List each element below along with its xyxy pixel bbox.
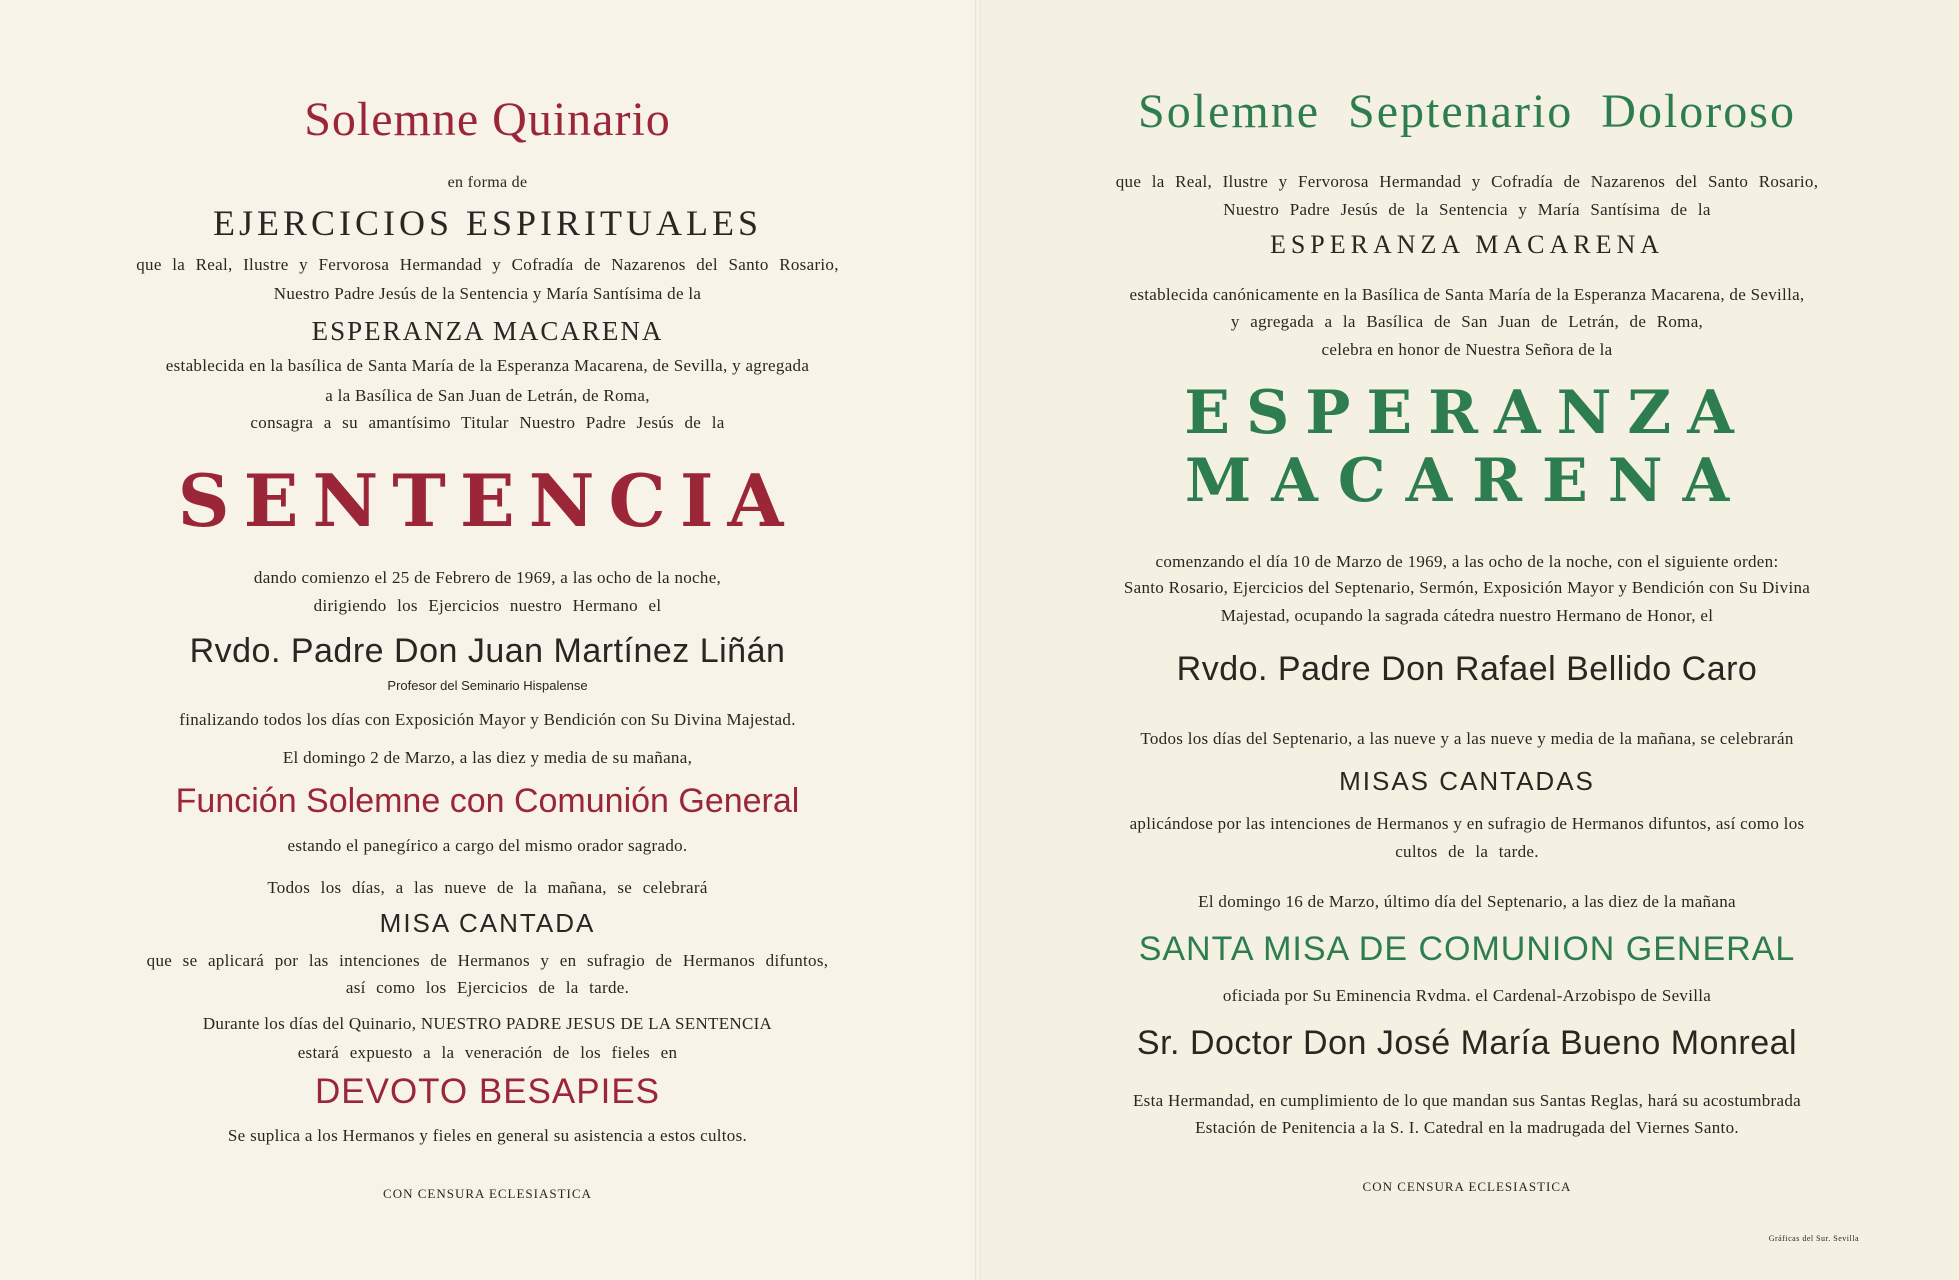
right-line-14: El domingo 16 de Marzo, último día del Septenario, a las diez de la mañana [1198, 892, 1736, 911]
right-line-17: Estación de Penitencia a la S. I. Catedral en la madrugada del Viernes Santo. [1195, 1118, 1739, 1137]
right-line-13: cultos de la tarde. [1395, 842, 1539, 861]
right-line-9: Majestad, ocupando la sagrada cátedra nuestro Hermano de Honor, el [1220, 606, 1714, 625]
left-footer-censura: CON CENSURA ECLESIASTICA [383, 1186, 592, 1201]
right-big-esperanza: ESPERANZA [1184, 378, 1750, 448]
left-line-4: Nuestro Padre Jesús de la Sentencia y María Santísima de la [273, 284, 702, 303]
left-misa-heading: MISA CANTADA [379, 908, 596, 938]
right-line-1: que la Real, Ilustre y Fervorosa Hermandad y Cofradía de Nazarenos del Santo Rosario, [1115, 172, 1819, 191]
right-line-8: Santo Rosario, Ejercicios del Septenario, Sermón, Exposición Mayor y Bendición con Su Divina [1123, 578, 1811, 597]
left-line-13: estando el panegírico a cargo del mismo orador sagrado. [287, 836, 688, 855]
left-line-17: así como los Ejercicios de la tarde. [345, 978, 630, 997]
left-sentencia-title: SENTENCIA [177, 458, 798, 543]
left-besapies-heading: DEVOTO BESAPIES [314, 1072, 661, 1111]
right-line-5: y agregada a la Basílica de San Juan de Letrán, de Roma, [1230, 312, 1704, 331]
left-line-8: consagra a su amantísimo Titular Nuestro Padre Jesús de la [250, 413, 725, 432]
left-line-14: Todos los días, a las nueve de la mañana, se celebrará [267, 878, 708, 897]
left-line-3: que la Real, Ilustre y Fervorosa Hermandad y Cofradía de Nazarenos del Santo Rosario, [136, 255, 839, 274]
left-title: Solemne Quinario [304, 93, 671, 146]
right-line-7: comenzando el día 10 de Marzo de 1969, a las ocho de la noche, con el siguiente orden: [1155, 552, 1779, 571]
right-footer-censura: CON CENSURA ECLESIASTICA [1362, 1179, 1572, 1194]
right-mass-heading: SANTA MISA DE COMUNION GENERAL [1138, 930, 1796, 968]
right-big-macarena: MACARENA [1184, 446, 1750, 516]
left-line-16: que se aplicará por las intenciones de Hermanos y en sufragio de Hermanos difuntos, [146, 951, 829, 970]
left-line-20: Se suplica a los Hermanos y fieles en general su asistencia a estos cultos. [227, 1126, 748, 1145]
right-preacher-name: Rvdo. Padre Don Rafael Bellido Caro [1176, 650, 1758, 688]
left-line-18: Durante los días del Quinario, NUESTRO PADRE JESUS DE LA SENTENCIA [202, 1014, 773, 1033]
right-line-16: Esta Hermandad, en cumplimiento de lo que mandan sus Santas Reglas, hará su acostumbrada [1133, 1091, 1801, 1110]
left-line-12: El domingo 2 de Marzo, a las diez y media de su mañana, [282, 748, 693, 767]
left-function-heading: Función Solemne con Comunión General [175, 782, 800, 820]
right-line-2: Nuestro Padre Jesús de la Sentencia y María Santísima de la [1223, 200, 1711, 219]
right-printer-credit: Gráficas del Sur. Sevilla [1768, 1234, 1859, 1243]
right-line-6: celebra en honor de Nuestra Señora de la [1321, 340, 1613, 359]
right-esperanza-heading: ESPERANZA MACARENA [1269, 230, 1665, 259]
left-page [0, 0, 975, 1280]
right-line-10: Todos los días del Septenario, a las nueve y a las nueve y media de la mañana, se celebrarán [1140, 729, 1794, 748]
right-misas-heading: MISAS CANTADAS [1339, 766, 1595, 796]
left-line-9: dando comienzo el 25 de Febrero de 1969, a las ocho de la noche, [253, 568, 722, 587]
right-bishop-name: Sr. Doctor Don José María Bueno Monreal [1136, 1024, 1798, 1062]
right-line-12: aplicándose por las intenciones de Hermanos y en sufragio de Hermanos difuntos, así como los [1129, 814, 1805, 833]
left-esperanza-heading: ESPERANZA MACARENA [311, 316, 664, 346]
right-page [975, 0, 1959, 1280]
left-line-en-forma: en forma de [447, 174, 528, 191]
left-preacher-name: Rvdo. Padre Don Juan Martínez Liñán [189, 632, 786, 670]
left-line-19: estará expuesto a la veneración de los fieles en [297, 1043, 678, 1062]
right-title: Solemne Septenario Doloroso [1138, 85, 1796, 138]
page-fold [975, 0, 981, 1280]
left-line-6: establecida en la basílica de Santa María de la Esperanza Macarena, de Sevilla, y agregada [165, 356, 810, 375]
left-ejercicios-heading: EJERCICIOS ESPIRITUALES [212, 203, 763, 243]
left-line-10: dirigiendo los Ejercicios nuestro Hermano el [313, 596, 662, 615]
left-line-11: finalizando todos los días con Exposición Mayor y Bendición con Su Divina Majestad. [179, 710, 796, 729]
left-preacher-subtitle: Profesor del Seminario Hispalense [387, 678, 588, 693]
right-line-15: oficiada por Su Eminencia Rvdma. el Cardenal-Arzobispo de Sevilla [1222, 986, 1712, 1005]
left-line-7: a la Basílica de San Juan de Letrán, de Roma, [325, 386, 650, 405]
right-line-4: establecida canónicamente en la Basílica de Santa María de la Esperanza Macarena, de Sevilla, [1129, 285, 1805, 304]
